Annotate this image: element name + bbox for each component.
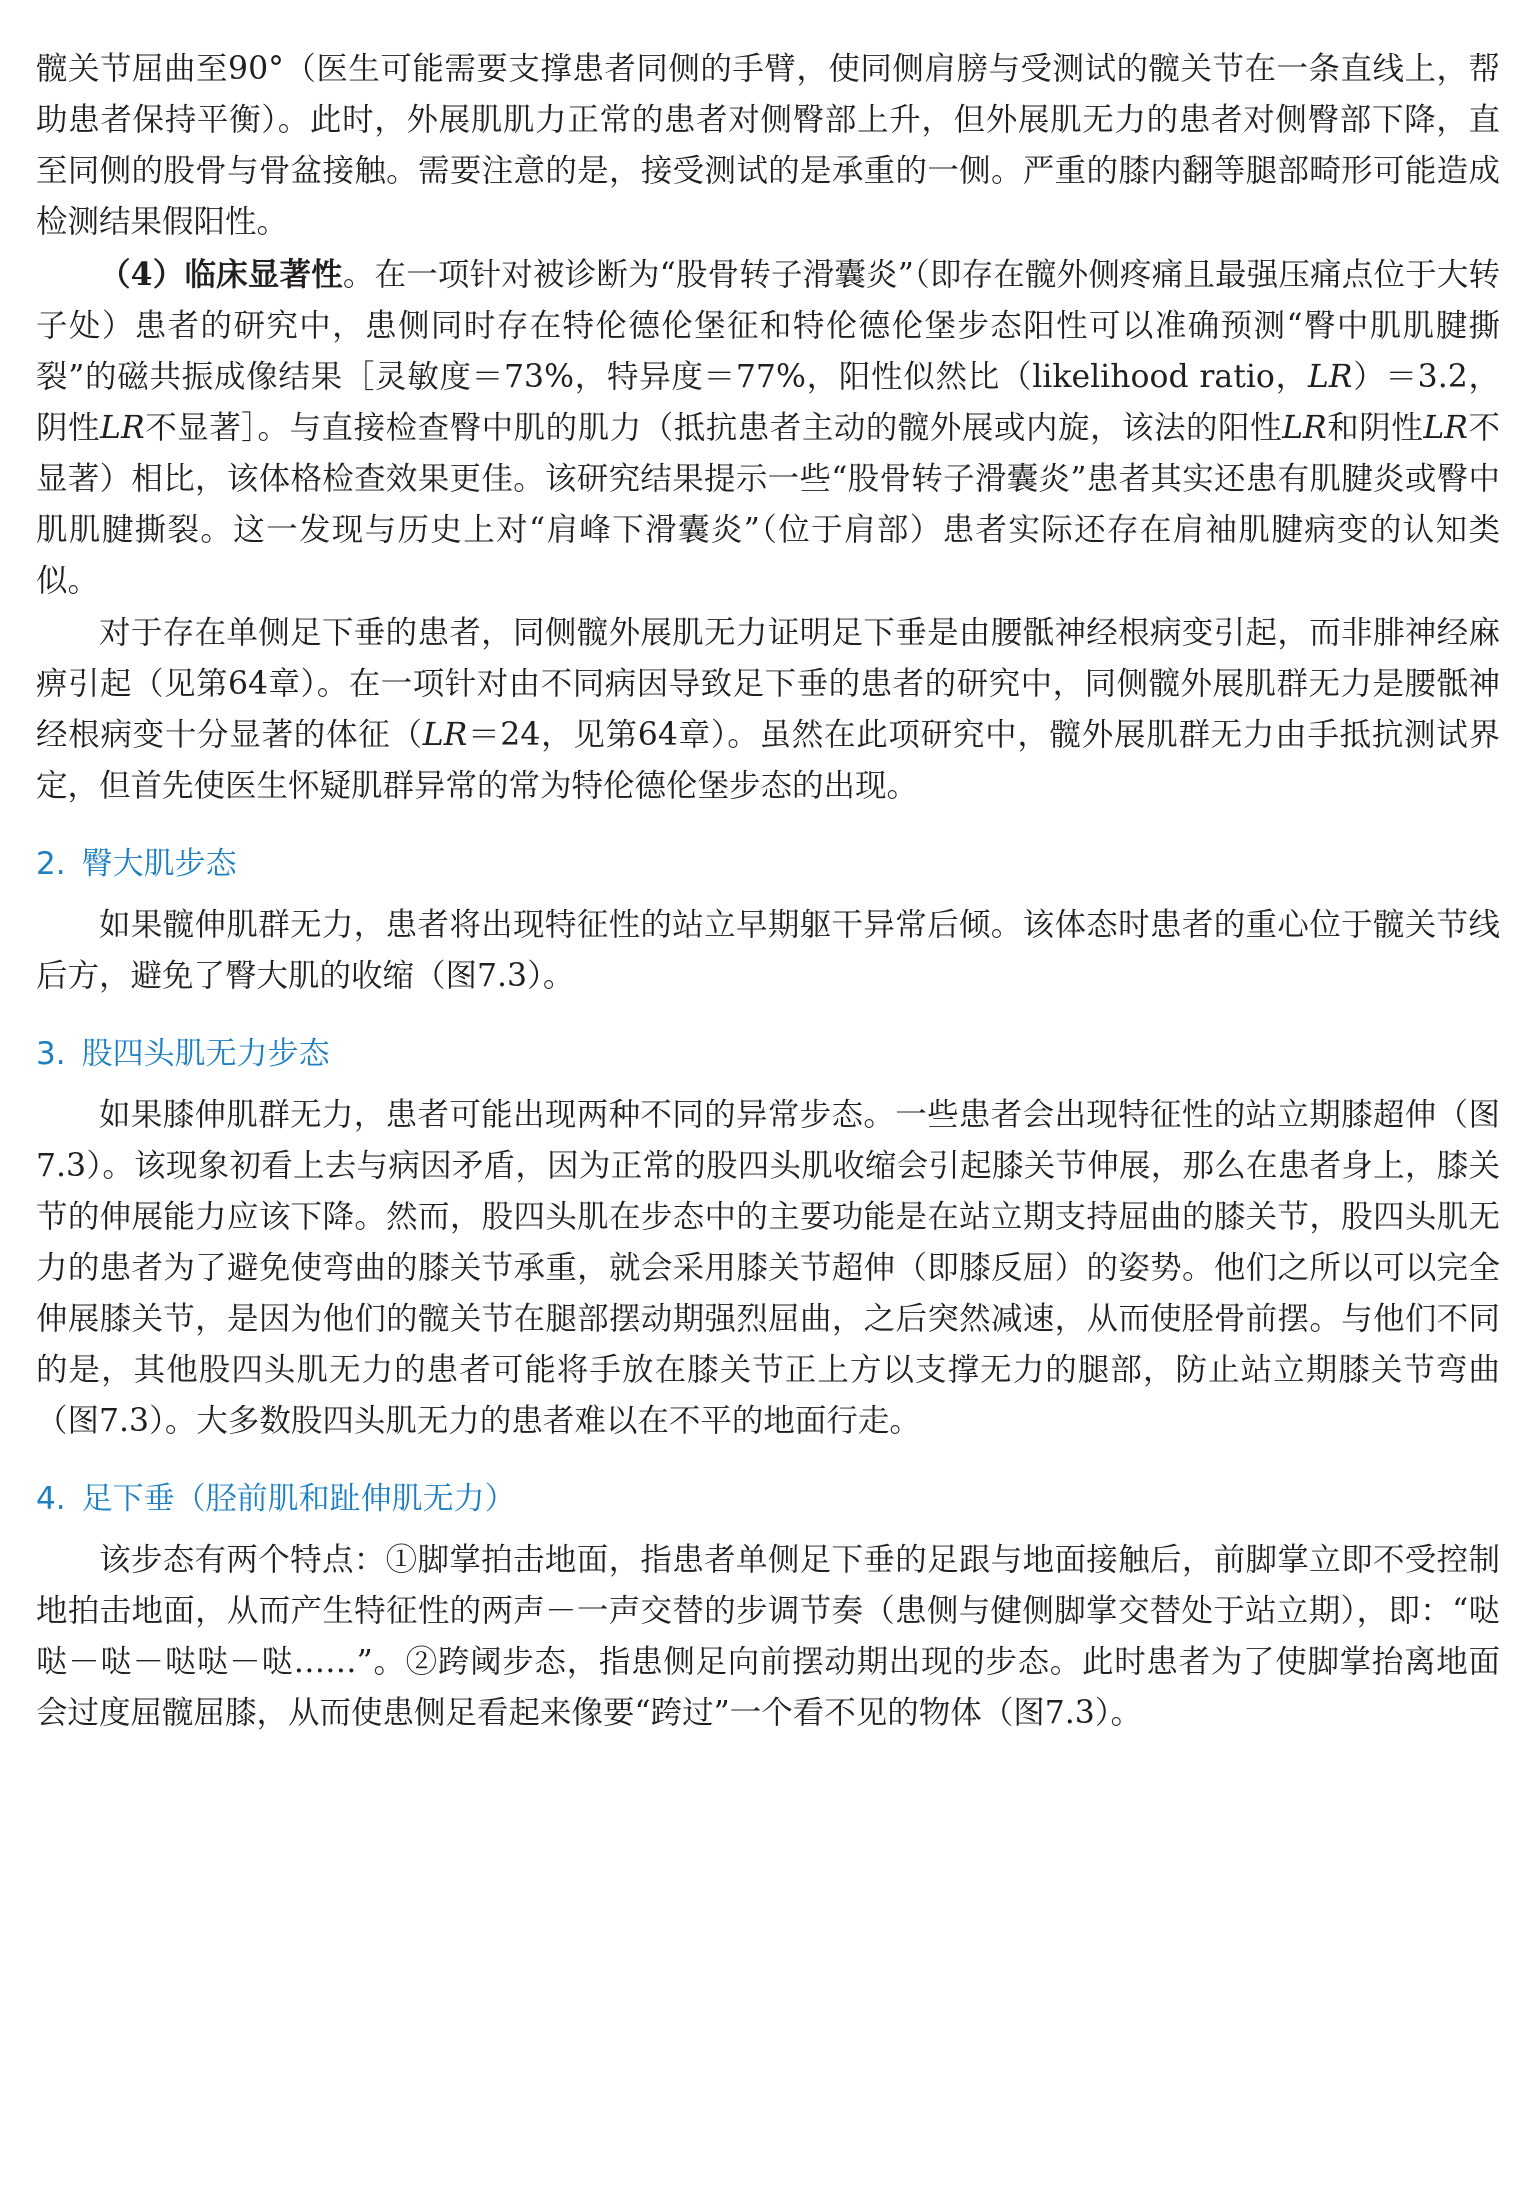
lr-abbrev: LR (1282, 410, 1327, 446)
section-heading-foot-drop (36, 1477, 1500, 1521)
section-body-quadriceps-weakness-gait: 如果膝伸肌群无力，患者可能出现两种不同的异常步态。一些患者会出现特征性的站立期膝超伸（图7.3）。该现象初看上去与病因矛盾，因为正常的股四头肌收缩会引起膝关节伸展，那么在患者身上，膝关节的伸展能力应该下降。然而，股四头肌在步态中的主要功能是在站立期支持屈曲的膝关节，股四头肌无力的患者为了避免使弯曲的膝关节承重，就会采用膝关节超伸（即膝反屈）的姿势。他们之所以可以完全伸展膝关节，是因为他们的髋关节在腿部摆动期强烈屈曲，之后突然减速，从而使胫骨前摆。与他们不同的是，其他股四头肌无力的患者可能将手放在膝关节正上方以支撑无力的腿部，防止站立期膝关节弯曲（图7.3）。大多数股四头肌无力的患者难以在不平的地面行走。 (36, 1097, 1500, 1439)
section-heading-gluteus-maximus-gait (36, 842, 1500, 886)
text-run: 不显著］。与直接检查臀中肌的肌力（抵抗患者主动的髋外展或内旋，该法的阳性 (144, 410, 1283, 446)
section-number: 4. (36, 1481, 66, 1517)
text-run: ）＝3.2，阴性 (36, 359, 1500, 446)
section-title: 臀大肌步态 (81, 846, 237, 882)
section-title: 足下垂（胫前肌和趾伸肌无力） (81, 1481, 516, 1517)
text-run: 不显著）相比，该体格检查效果更佳。该研究结果提示一些“股骨转子滑囊炎”患者其实还患有肌腱炎或臀中肌肌腱撕裂。这一发现与历史上对“肩峰下滑囊炎”（位于肩部）患者实际还存在肩袖肌腱病变的认知类似。 (36, 410, 1500, 599)
section-body-foot-drop: 该步态有两个特点：①脚掌拍击地面，指患者单侧足下垂的足跟与地面接触后，前脚掌立即不受控制地拍击地面，从而产生特征性的两声－一声交替的步调节奏（患侧与健侧脚掌交替处于站立期），即：“哒哒－哒－哒哒－哒……”。②跨阈步态，指患侧足向前摆动期出现的步态。此时患者为了使脚掌抬离地面会过度屈髋屈膝，从而使患侧足看起来像要“跨过”一个看不见的物体（图7.3）。 (36, 1542, 1500, 1731)
text-run: ＝24，见第64章）。虽然在此项研究中，髋外展肌群无力由手抵抗测试界定，但首先使医生怀疑肌群异常的常为特伦德伦堡步态的出现。 (36, 717, 1500, 804)
text-run: 和阴性 (1326, 410, 1424, 446)
paragraph-continuation: 髋关节屈曲至90°（医生可能需要支撑患者同侧的手臂，使同侧肩膀与受测试的髋关节在一条直线上，帮助患者保持平衡）。此时，外展肌肌力正常的患者对侧臀部上升，但外展肌无力的患者对侧臀部下降，直至同侧的股骨与骨盆接触。需要注意的是，接受测试的是承重的一侧。严重的膝内翻等腿部畸形可能造成检测结果假阳性。 (36, 51, 1500, 240)
lr-abbrev: LR (1423, 410, 1468, 446)
text-run: 。在一项针对被诊断为“股骨转子滑囊炎”（即存在髋外侧疼痛且最强压痛点位于大转子处）患者的研究中，患侧同时存在特伦德伦堡征和特伦德伦堡步态阳性可以准确预测“臀中肌肌腱撕裂”的磁共振成像结果［灵敏度＝73%，特异度＝77%，阳性似然比（likelihood ratio， (36, 257, 1501, 395)
text-run: 对于存在单侧足下垂的患者，同侧髋外展肌无力证明足下垂是由腰骶神经根病变引起，而非腓神经麻痹引起（见第64章）。在一项针对由不同病因导致足下垂的患者的研究中，同侧髋外展肌群无力是腰骶神经根病变十分显著的体征（ (36, 615, 1500, 753)
paragraph-foot-drop-note (36, 608, 1500, 812)
clinical-significance-lead: （4）临床显著性 (99, 256, 343, 293)
section-title: 股四头肌无力步态 (81, 1036, 330, 1072)
lr-abbrev: LR (422, 717, 468, 753)
lr-abbrev: LR (1307, 359, 1353, 395)
lr-abbrev: LR (100, 410, 145, 446)
section-heading-quadriceps-weakness-gait (36, 1032, 1500, 1076)
paragraph-clinical-significance (36, 249, 1500, 607)
section-body-gluteus-maximus-gait: 如果髋伸肌群无力，患者将出现特征性的站立早期躯干异常后倾。该体态时患者的重心位于髋关节线后方，避免了臀大肌的收缩（图7.3）。 (36, 907, 1500, 994)
section-number: 3. (36, 1036, 66, 1072)
section-number: 2. (36, 846, 66, 882)
